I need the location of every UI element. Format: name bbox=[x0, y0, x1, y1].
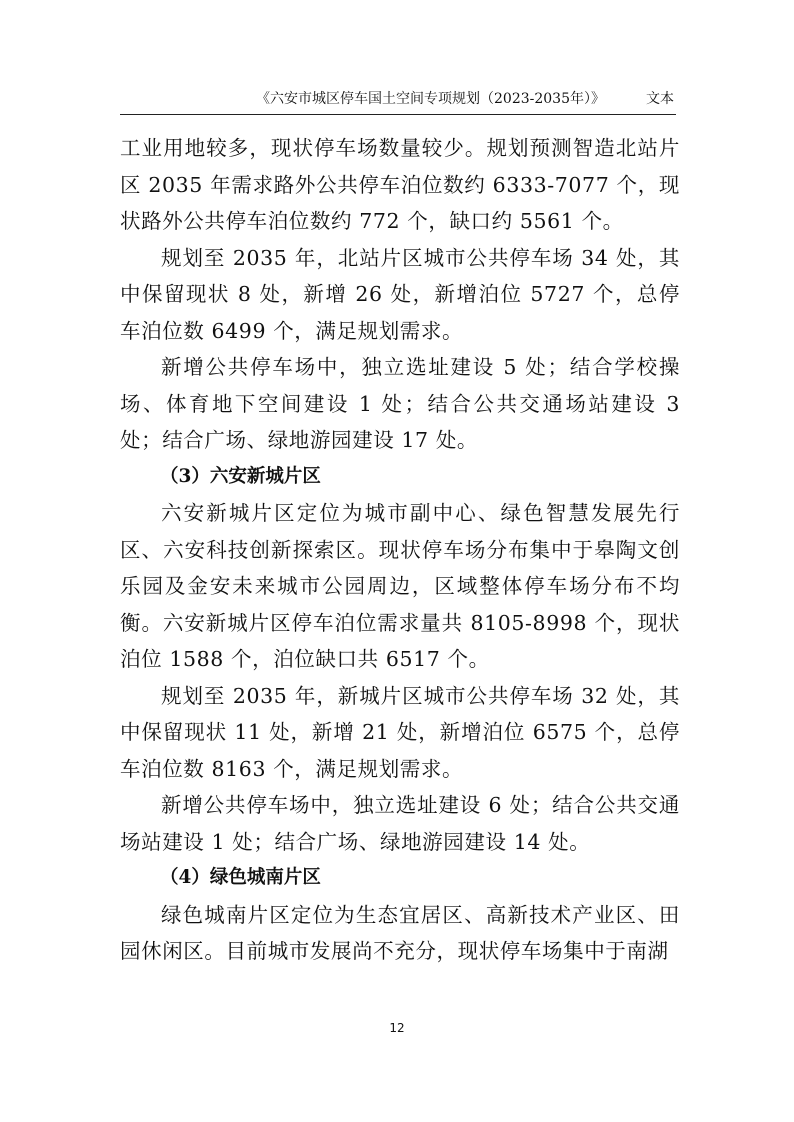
paragraph: 新增公共停车场中，独立选址建设 5 处；结合学校操场、体育地下空间建设 1 处；结合公共交通场站建设 3 处；结合广场、绿地游园建设 17 处。 bbox=[120, 355, 680, 452]
paragraph: 新增公共停车场中，独立选址建设 6 处；结合公共交通场站建设 1 处；结合广场、绿地游园建设 14 处。 bbox=[120, 793, 680, 854]
document-title: 《六安市城区停车国土空间专项规划（2023-2035年）》 bbox=[256, 91, 605, 107]
paragraph: 绿色城南片区定位为生态宜居区、高新技术产业区、田园休闲区。目前城市发展尚不充分，现状停车场集中于南湖 bbox=[120, 902, 680, 963]
paragraph: 工业用地较多，现状停车场数量较少。规划预测智造北站片区 2035 年需求路外公共停车泊位数约 6333-7077 个，现状路外公共停车泊位数约 772 个，缺口约 5561 个。 bbox=[120, 136, 680, 233]
paragraph: 规划至 2035 年，北站片区城市公共停车场 34 处，其中保留现状 8 处，新增 26 处，新增泊位 5727 个，总停车泊位数 6499 个，满足规划需求。 bbox=[120, 245, 680, 343]
section-tag: 文本 bbox=[646, 91, 674, 107]
running-header bbox=[120, 88, 676, 115]
section-heading: （3）六安新城片区 bbox=[160, 465, 321, 487]
page-body bbox=[120, 130, 680, 970]
paragraph: 规划至 2035 年，新城片区城市公共停车场 32 处，其中保留现状 11 处，新增 21 处，新增泊位 6575 个，总停车泊位数 8163 个，满足规划需求。 bbox=[120, 683, 680, 781]
page-number: 12 bbox=[389, 1021, 405, 1035]
section-heading: （4）绿色城南片区 bbox=[160, 867, 321, 888]
paragraph: 六安新城片区定位为城市副中心、绿色智慧发展先行区、六安科技创新探索区。现状停车场分布集中于皋陶文创乐园及金安未来城市公园周边，区域整体停车场分布不均衡。六安新城片区停车泊位需求量共 8105-8998 个，现状泊位 1588 个，泊位缺口共 6517 个。 bbox=[120, 501, 680, 671]
